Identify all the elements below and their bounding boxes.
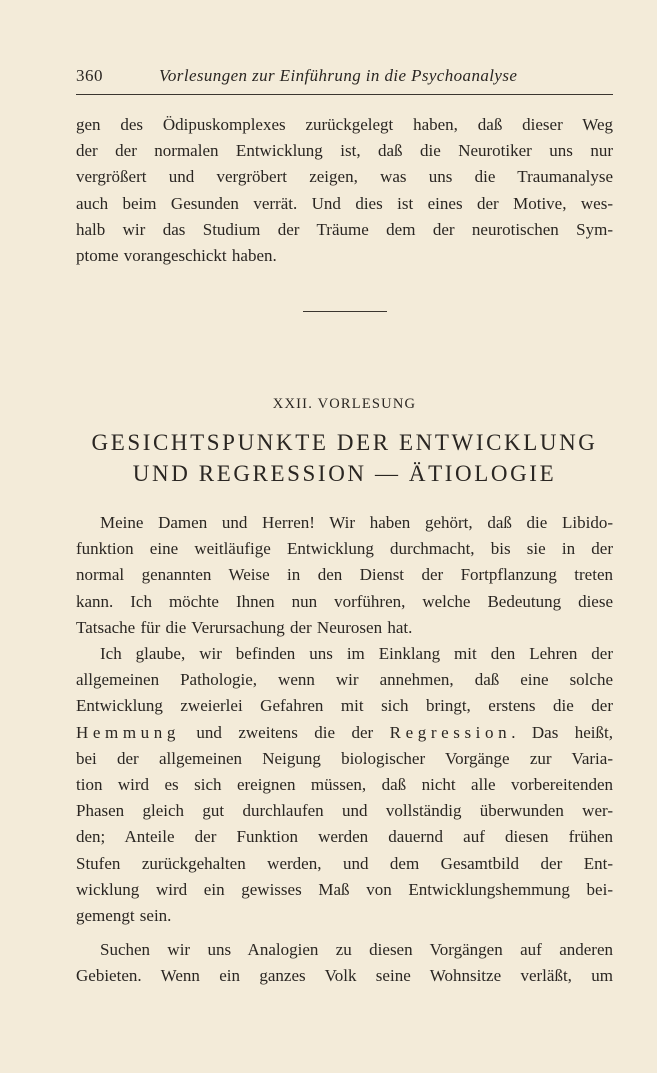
text-line: tion wird es sich ereignen müssen, daß nicht alle vorbereitenden — [76, 775, 613, 795]
chapter-title-line: GESICHTSPUNKTE DER ENTWICKLUNG — [91, 430, 598, 455]
text-fragment: und zweitens die der — [179, 722, 390, 742]
text-line: ptome vorangeschickt haben. — [76, 246, 277, 266]
emphasized-term: Hemmung — [76, 722, 180, 742]
text-line: Entwicklung zweierlei Gefahren mit sich bringt, erstens die der — [76, 696, 613, 716]
text-line: gemengt sein. — [76, 906, 172, 926]
text-line: wicklung wird ein gewisses Maß von Entwicklungshemmung bei- — [76, 879, 613, 899]
running-header — [76, 64, 613, 95]
text-line: funktion eine weitläufige Entwicklung durchmacht, bis sie in der — [76, 539, 613, 559]
text-line: kann. Ich möchte Ihnen nun vorführen, welche Bedeutung diese — [76, 591, 613, 611]
text-line: gen des Ödipuskomplexes zurückgelegt haben, daß dieser Weg — [76, 115, 613, 134]
running-title: Vorlesungen zur Einführung in die Psychoanalyse — [159, 66, 518, 85]
text-line: Tatsache für die Verursachung der Neurosen hat. — [76, 617, 413, 637]
text-line: bei der allgemeinen Neigung biologischer Vorgänge zur Varia- — [76, 748, 613, 768]
section-divider — [303, 311, 387, 312]
text-line: halb wir das Studium der Träume dem der neurotischen Sym- — [76, 219, 613, 239]
text-fragment: . Das heißt, — [511, 722, 614, 742]
text-line: Meine Damen und Herren! Wir haben gehört, daß die Libido- — [100, 513, 613, 532]
text-line: Suchen wir uns Analogien zu diesen Vorgängen auf anderen — [100, 940, 613, 959]
text-line: Stufen zurückgehalten werden, und dem Gesamtbild der Ent- — [76, 853, 613, 873]
text-line: allgemeinen Pathologie, wenn wir annehmen, daß eine solche — [76, 670, 613, 690]
chapter-label: XXII. VORLESUNG — [272, 396, 417, 412]
text-line: Phasen gleich gut durchlaufen und vollständig überwunden wer- — [76, 801, 613, 821]
text-line: der der normalen Entwicklung ist, daß die Neurotiker uns nur — [76, 141, 613, 161]
paragraph-2 — [76, 641, 613, 929]
paragraph-3 — [76, 937, 613, 989]
text-line: auch beim Gesunden verrät. Und dies ist eines der Motive, wes- — [76, 193, 613, 213]
intro-paragraph — [76, 112, 613, 269]
text-line — [76, 720, 613, 746]
text-line: vergrößert und vergröbert zeigen, was uns die Traumanalyse — [76, 167, 613, 187]
text-line: den; Anteile der Funktion werden dauernd auf diesen frühen — [76, 827, 613, 847]
page-number: 360 — [76, 66, 103, 85]
paragraph-1 — [76, 510, 613, 641]
emphasized-term: Regression — [389, 722, 512, 742]
chapter-title-line: UND REGRESSION — ÄTIOLOGIE — [132, 461, 557, 486]
text-line: Ich glaube, wir befinden uns im Einklang mit den Lehren der — [100, 644, 613, 663]
text-line: normal genannten Weise in den Dienst der Fortpflanzung treten — [76, 565, 613, 585]
chapter-title — [60, 427, 629, 489]
text-line: Gebieten. Wenn ein ganzes Volk seine Wohnsitze verläßt, um — [76, 966, 613, 986]
